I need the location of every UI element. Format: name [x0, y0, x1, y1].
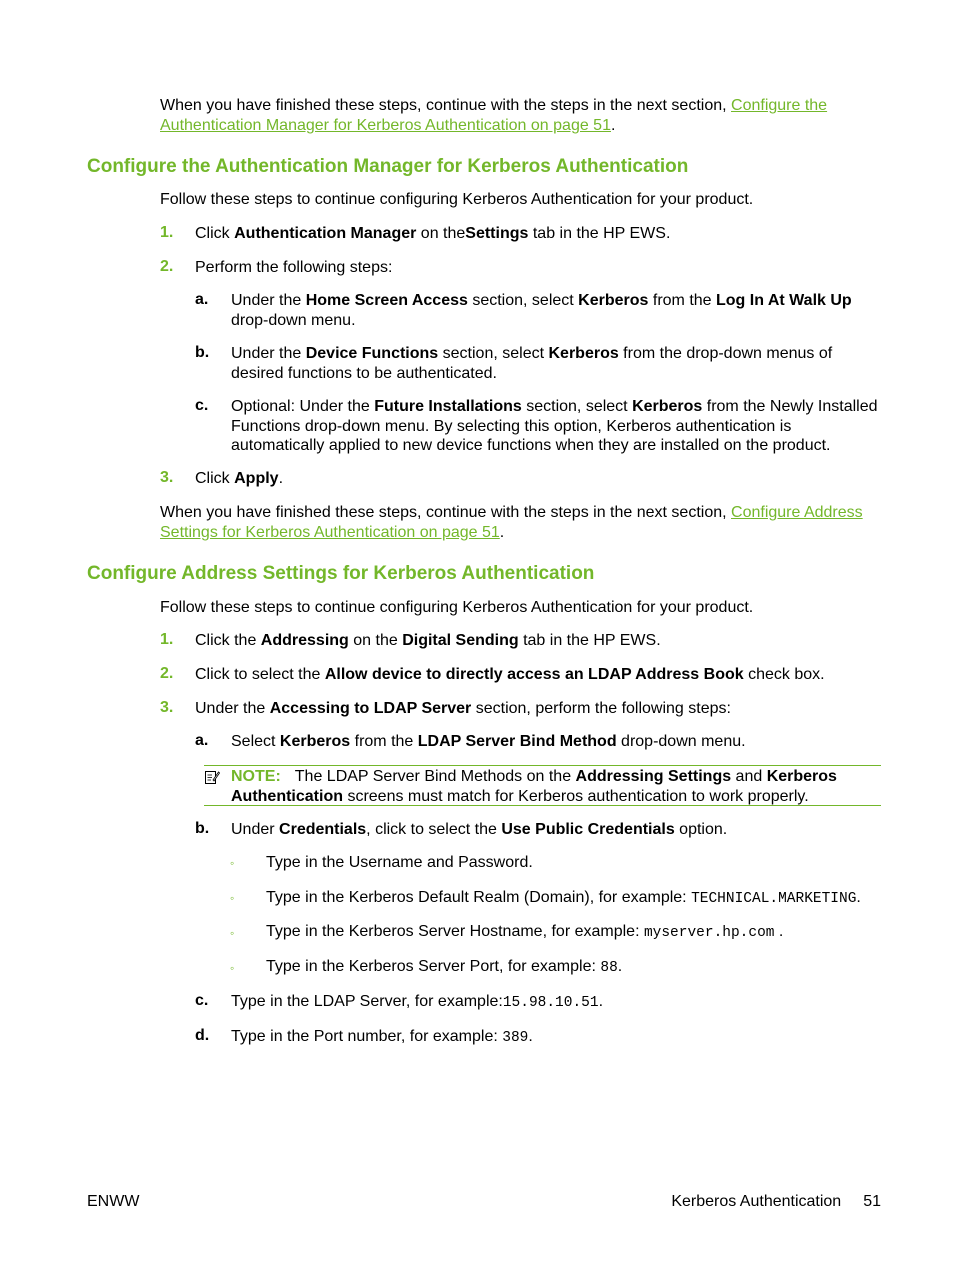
step-text-part: on the: [348, 632, 403, 649]
outro-text: When you have finished these steps, continue with the steps in the next section,: [160, 504, 732, 521]
section-heading-auth-manager: Configure the Authentication Manager for Kerberos Authentication: [87, 156, 689, 177]
ui-term: Credentials: [279, 821, 367, 838]
substep-text-part: Type in the LDAP Server, for example:: [231, 993, 503, 1010]
step-text-part: check box.: [743, 666, 825, 683]
step-text-part: Click to select the: [195, 666, 325, 683]
note-pencil-icon: [204, 769, 220, 785]
substep-text-part: section, select: [438, 345, 549, 362]
ui-term: Kerberos: [548, 345, 619, 362]
step-text-part: Click: [195, 470, 235, 487]
ui-term: Use Public Credentials: [501, 821, 675, 838]
bullet-text-part: Type in the Kerberos Server Hostname, for example:: [266, 923, 644, 940]
ui-term: Addressing Settings: [575, 768, 732, 785]
step-text: [195, 469, 881, 489]
ui-term: Kerberos: [279, 733, 351, 750]
footer-left: ENWW: [87, 1193, 140, 1210]
code-example: 15.98.10.51: [502, 995, 599, 1011]
page-number: 51: [863, 1193, 881, 1210]
ui-term: Home Screen Access: [305, 292, 468, 309]
note-box: [204, 765, 881, 806]
step-number: 3.: [160, 469, 174, 486]
substep-text-part: Type in the Port number, for example:: [231, 1028, 503, 1045]
code-example: 389: [502, 1030, 529, 1046]
footer-right: [671, 1193, 881, 1211]
ui-term: Settings: [465, 225, 529, 242]
substep-text: [231, 992, 882, 1014]
substep-text-part: section, select: [521, 398, 633, 415]
ui-term: Digital Sending: [402, 632, 519, 649]
substep-text-part: drop-down menu.: [616, 733, 746, 750]
code-example: TECHNICAL.MARKETING: [691, 891, 857, 907]
step-text: [195, 665, 881, 685]
substep-end: .: [528, 1028, 533, 1045]
code-example: myserver.hp.com: [643, 925, 775, 941]
section1-outro: [160, 503, 882, 542]
note-label: NOTE:: [231, 768, 281, 785]
step-number: 1.: [160, 631, 174, 648]
substep-text: [231, 344, 882, 383]
substep-letter: c.: [195, 397, 209, 414]
step-text-part: Click: [195, 225, 235, 242]
ui-term: Kerberos Authentication: [231, 768, 837, 805]
note-text-part: screens must match for Kerberos authentication to work properly.: [343, 787, 809, 805]
substep-letter: a.: [195, 732, 209, 749]
substep-text-part: from the drop-down menus of desired functions to be authenticated.: [231, 345, 833, 382]
step-text: Perform the following steps:: [195, 259, 393, 276]
ui-term: Accessing to LDAP Server: [269, 700, 472, 717]
substep-text-part: Under the: [231, 345, 306, 362]
substep-text: [231, 291, 882, 330]
substep-text-part: from the: [648, 292, 716, 309]
substep-letter: b.: [195, 820, 210, 837]
note-text-part: and: [731, 768, 767, 785]
intro-text: When you have finished these steps, continue with the steps in the next section,: [160, 97, 732, 114]
substep-letter: b.: [195, 344, 210, 361]
bullet-text-part: Type in the Kerberos Server Port, for example:: [266, 958, 601, 975]
ui-term: Future Installations: [374, 398, 522, 415]
step-text: [195, 699, 881, 719]
bullet-end: .: [774, 923, 784, 940]
ui-term: Allow device to directly access an LDAP Address Book: [324, 666, 744, 683]
ui-term: Apply: [234, 470, 279, 487]
intro-paragraph: [160, 96, 882, 135]
code-example: 88: [600, 960, 618, 976]
substep-text: [231, 732, 882, 752]
step-text: [195, 224, 881, 244]
substep-text: [231, 397, 882, 456]
note-text: [231, 767, 881, 806]
substep-text-part: from the Newly Installed Functions drop-down menu. By selecting this option, Kerberos authentication is automatically applied to new device functions when they are installed on the product.: [231, 398, 878, 454]
bullet-marker: ◦: [230, 856, 235, 870]
ui-term: Device Functions: [305, 345, 439, 362]
bullet-text: [266, 888, 882, 910]
ui-term: Authentication Manager: [234, 225, 417, 242]
intro-end: .: [610, 116, 616, 134]
substep-text-part: Under the: [231, 292, 306, 309]
step-text-part: Click the: [195, 632, 261, 649]
step-text: [195, 631, 881, 651]
link-configure-address-settings[interactable]: Configure Address Settings for Kerberos Authentication on page 51: [160, 504, 863, 541]
bullet-marker: ◦: [230, 926, 235, 940]
step-text-part: section, perform the following steps:: [471, 700, 731, 717]
substep-end: .: [598, 993, 604, 1010]
bullet-text: [266, 957, 882, 979]
substep-letter: a.: [195, 291, 209, 308]
substep-text-part: section, select: [467, 292, 579, 309]
step-text-part: on the: [416, 225, 466, 242]
section-heading-address-settings: Configure Address Settings for Kerberos Authentication: [87, 563, 595, 584]
substep-text-part: Select: [231, 733, 280, 750]
substep-text-part: from the: [350, 733, 418, 750]
bullet-marker: ◦: [230, 961, 235, 975]
bullet-text-part: Type in the Kerberos Default Realm (Domain), for example:: [266, 889, 692, 906]
ui-term: Log In At Walk Up: [716, 292, 852, 309]
substep-text-part: drop-down menu.: [231, 311, 356, 329]
substep-letter: c.: [195, 992, 209, 1009]
footer-title: Kerberos Authentication: [671, 1193, 842, 1210]
bullet-end: .: [856, 889, 861, 906]
substep-text-part: Optional: Under the: [231, 398, 375, 415]
section1-intro: Follow these steps to continue configuring Kerberos Authentication for your product.: [160, 191, 754, 208]
step-number: 3.: [160, 699, 174, 716]
step-number: 2.: [160, 665, 174, 682]
ui-term: Kerberos: [632, 398, 703, 415]
bullet-text-part: Type in the Username and Password.: [266, 854, 533, 871]
substep-text: [231, 820, 882, 840]
bullet-end: .: [617, 958, 623, 975]
substep-text-part: , click to select the: [366, 821, 502, 838]
ui-term: Kerberos: [578, 292, 649, 309]
note-text-part: The LDAP Server Bind Methods on the: [294, 768, 576, 785]
substep-letter: d.: [195, 1027, 210, 1044]
step-text-part: .: [278, 470, 284, 487]
bullet-text: [266, 853, 882, 875]
ui-term: LDAP Server Bind Method: [417, 733, 617, 750]
outro-end: .: [499, 523, 505, 541]
step-text-part: tab in the HP EWS.: [528, 225, 671, 242]
step-text-part: tab in the HP EWS.: [518, 632, 661, 649]
bullet-text: [266, 922, 882, 944]
substep-text-part: Under: [231, 821, 280, 838]
section2-intro: Follow these steps to continue configuring Kerberos Authentication for your product.: [160, 599, 754, 616]
step-number: 1.: [160, 224, 174, 241]
step-text-part: Under the: [195, 700, 270, 717]
step-number: 2.: [160, 258, 174, 275]
substep-text: [231, 1027, 882, 1049]
substep-text-part: option.: [674, 821, 728, 838]
ui-term: Addressing: [260, 632, 349, 649]
link-configure-auth-manager[interactable]: Configure the Authentication Manager for Kerberos Authentication on page 51: [160, 97, 828, 134]
bullet-marker: ◦: [230, 891, 235, 905]
